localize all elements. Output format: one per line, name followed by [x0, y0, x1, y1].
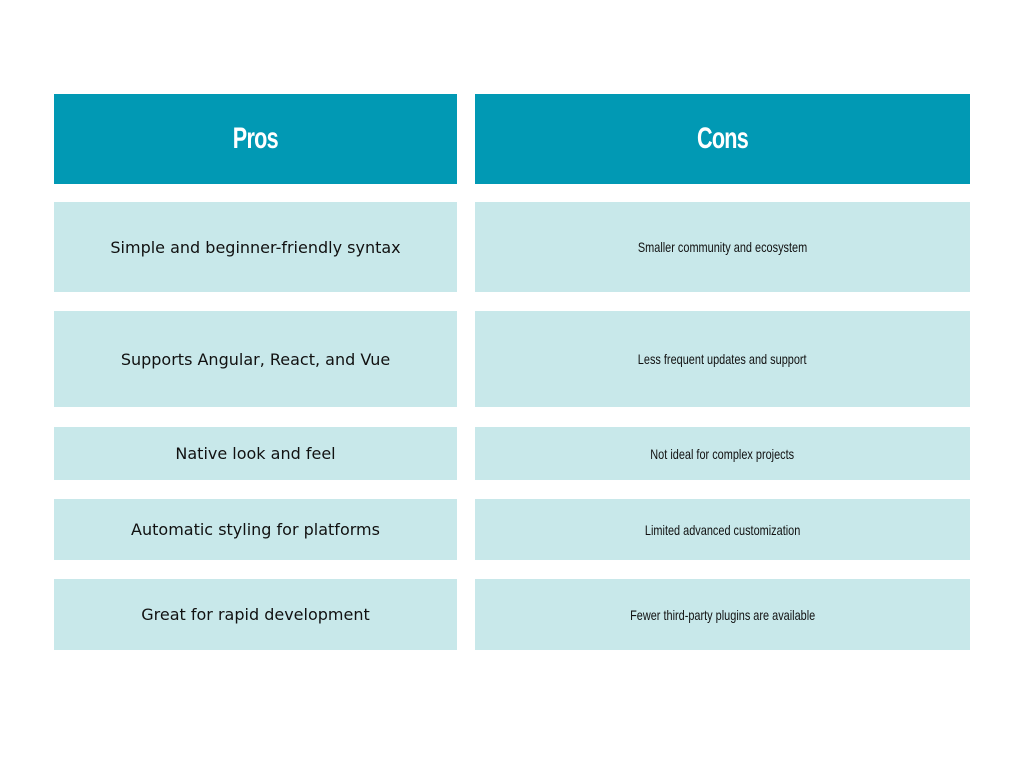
- pro-item-text: Supports Angular, React, and Vue: [120, 349, 391, 369]
- pro-item-text: Simple and beginner-friendly syntax: [110, 237, 401, 257]
- con-item: [475, 579, 970, 650]
- pros-header: [54, 94, 457, 184]
- con-item-text: Limited advanced customization: [644, 521, 801, 538]
- con-item: [475, 427, 970, 480]
- pro-item: [54, 202, 457, 292]
- pro-item: [54, 579, 457, 650]
- pro-item: [54, 427, 457, 480]
- pro-item-text: Native look and feel: [175, 444, 336, 463]
- con-item-text: Not ideal for complex projects: [650, 445, 795, 462]
- cons-header: [475, 94, 970, 184]
- con-item: [475, 202, 970, 292]
- con-item-text: Fewer third-party plugins are available: [629, 606, 816, 623]
- cons-header-label: Cons: [696, 122, 749, 155]
- con-item: [475, 499, 970, 560]
- pro-item: [54, 499, 457, 560]
- con-item: [475, 311, 970, 407]
- con-item-text: Less frequent updates and support: [638, 351, 807, 367]
- con-item-text: Smaller community and ecosystem: [637, 239, 808, 255]
- pros-header-label: Pros: [232, 122, 279, 155]
- pro-item-text: Automatic styling for platforms: [131, 520, 380, 539]
- pro-item-text: Great for rapid development: [141, 605, 370, 624]
- pro-item: [54, 311, 457, 407]
